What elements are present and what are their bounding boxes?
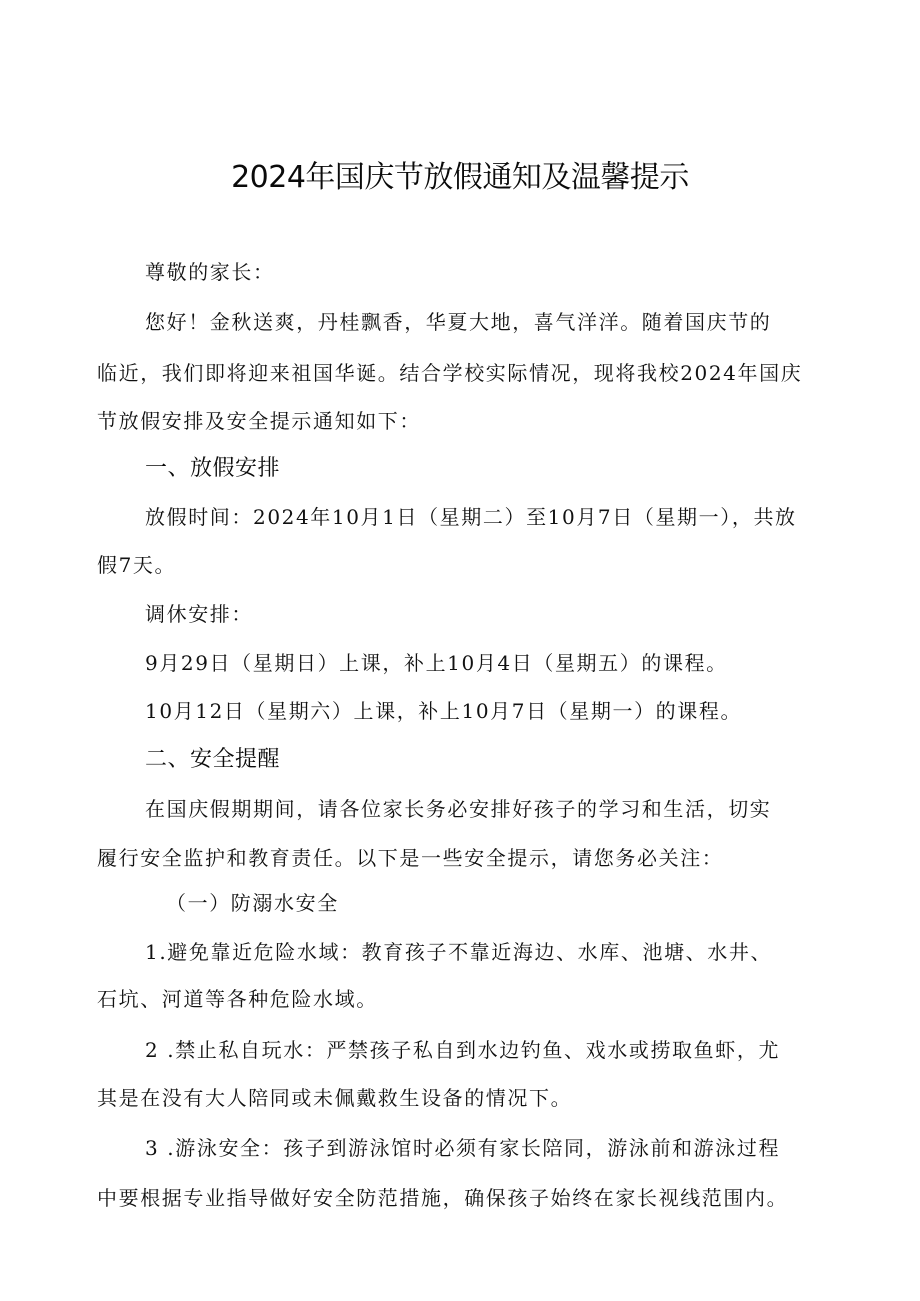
document-title: 2024年国庆节放假通知及温馨提示 — [231, 160, 689, 195]
item-3-line-2: 中要根据专业指导做好安全防范措施，确保孩子始终在家长视线范围内。 — [97, 1186, 789, 1210]
intro-line-2: 临近，我们即将迎来祖国华诞。结合学校实际情况，现将我校2024年国庆 — [97, 361, 803, 385]
safety-intro-line-2: 履行安全监护和教育责任。以下是一些安全提示，请您务必关注： — [97, 846, 724, 870]
holiday-time-line-1: 放假时间：2024年10月1日（星期二）至10月7日（星期一），共放 — [145, 505, 797, 529]
safety-intro-line-1: 在国庆假期期间，请各位家长务必安排好孩子的学习和生活，切实 — [145, 797, 772, 821]
makeup-item-1: 9月29日（星期日）上课，补上10月4日（星期五）的课程。 — [145, 651, 728, 675]
section-heading-holiday: 一、放假安排 — [145, 456, 281, 481]
item-1-line-2: 石坑、河道等各种危险水域。 — [97, 987, 378, 1011]
makeup-label: 调休安排： — [145, 602, 253, 626]
item-2-line-1: 2 .禁止私自玩水：严禁孩子私自到水边钓鱼、戏水或捞取鱼虾，尤 — [145, 1038, 781, 1062]
item-1-line-1: 1.避免靠近危险水域：教育孩子不靠近海边、水库、池塘、水井、 — [145, 940, 773, 964]
intro-line-1: 您好！金秋送爽，丹桂飘香，华夏大地，喜气洋洋。随着国庆节的 — [145, 310, 772, 334]
item-2-line-2: 其是在没有大人陪同或未佩戴救生设备的情况下。 — [97, 1086, 573, 1110]
section-heading-safety: 二、安全提醒 — [145, 747, 281, 772]
subheading-drowning: （一）防溺水安全 — [166, 891, 339, 915]
holiday-time-line-2: 假7天。 — [97, 553, 177, 577]
intro-line-3: 节放假安排及安全提示通知如下： — [97, 409, 421, 433]
item-3-line-1: 3 .游泳安全：孩子到游泳馆时必须有家长陪同，游泳前和游泳过程 — [145, 1136, 781, 1160]
makeup-item-2: 10月12日（星期六）上课，补上10月7日（星期一）的课程。 — [145, 699, 743, 723]
salutation: 尊敬的家长： — [145, 260, 275, 284]
